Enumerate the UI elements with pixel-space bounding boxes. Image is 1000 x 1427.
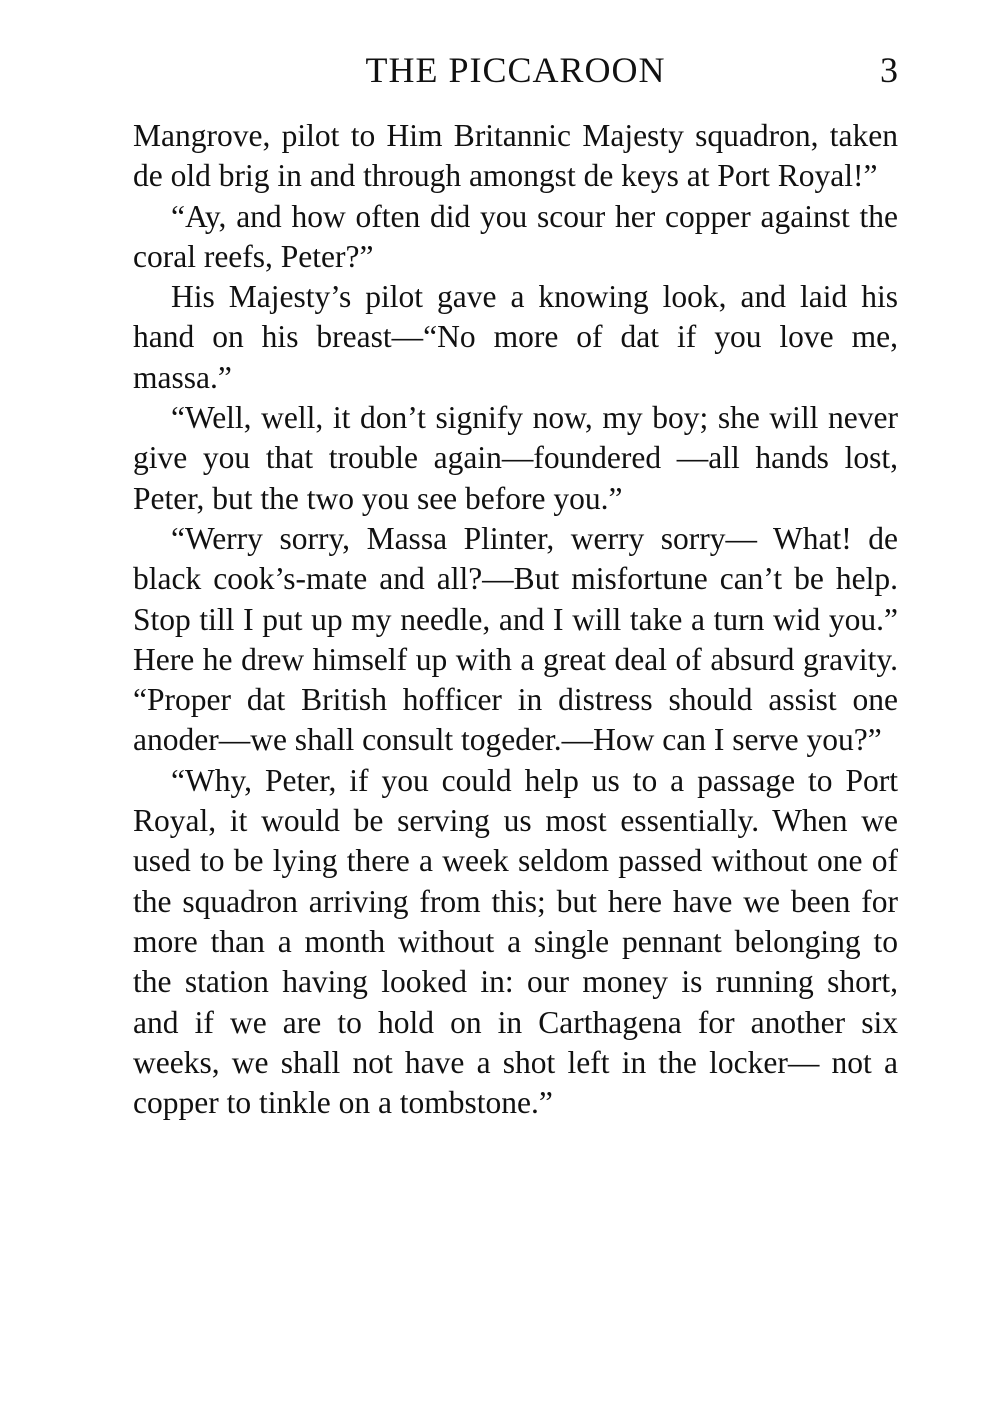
running-title: THE PICCAROON [365, 50, 666, 90]
page-number: 3 [880, 50, 898, 90]
paragraph-5: “Werry sorry, Massa Plinter, werry sorry— What! de black cook’s-mate and all?—But misfortune can’t be help. Stop till I put up my needle, and I will take a turn wid you.” Here he drew himself up with a great deal of absurd gravity. “Proper dat British hofficer in distress should assist one anoder—we shall consult togeder.—How can I serve you?” [133, 520, 898, 758]
paragraph-4: “Well, well, it don’t signify now, my boy; she will never give you that trouble again—foundered —all hands lost, Peter, but the two you see before you.” [133, 400, 898, 516]
paragraph-2: “Ay, and how often did you scour her copper against the coral reefs, Peter?” [133, 198, 898, 274]
paragraph-3: His Majesty’s pilot gave a knowing look, and laid his hand on his breast—“No more of dat if you love me, massa.” [133, 279, 898, 395]
running-head [133, 46, 898, 94]
paragraph-1: Mangrove, pilot to Him Britannic Majesty squadron, taken de old brig in and through amongst de keys at Port Royal!” [133, 118, 898, 194]
paragraph-6: “Why, Peter, if you could help us to a passage to Port Royal, it would be serving us most essentially. When we used to be lying there a week seldom passed without one of the squadron arriving from this; but here have we been for more than a month without a single pennant belonging to the station having looked in: our money is running short, and if we are to hold on in Carthagena for another six weeks, we shall not have a shot left in the locker— not a copper to tinkle on a tombstone.” [133, 762, 898, 1121]
body-text [133, 116, 898, 1123]
